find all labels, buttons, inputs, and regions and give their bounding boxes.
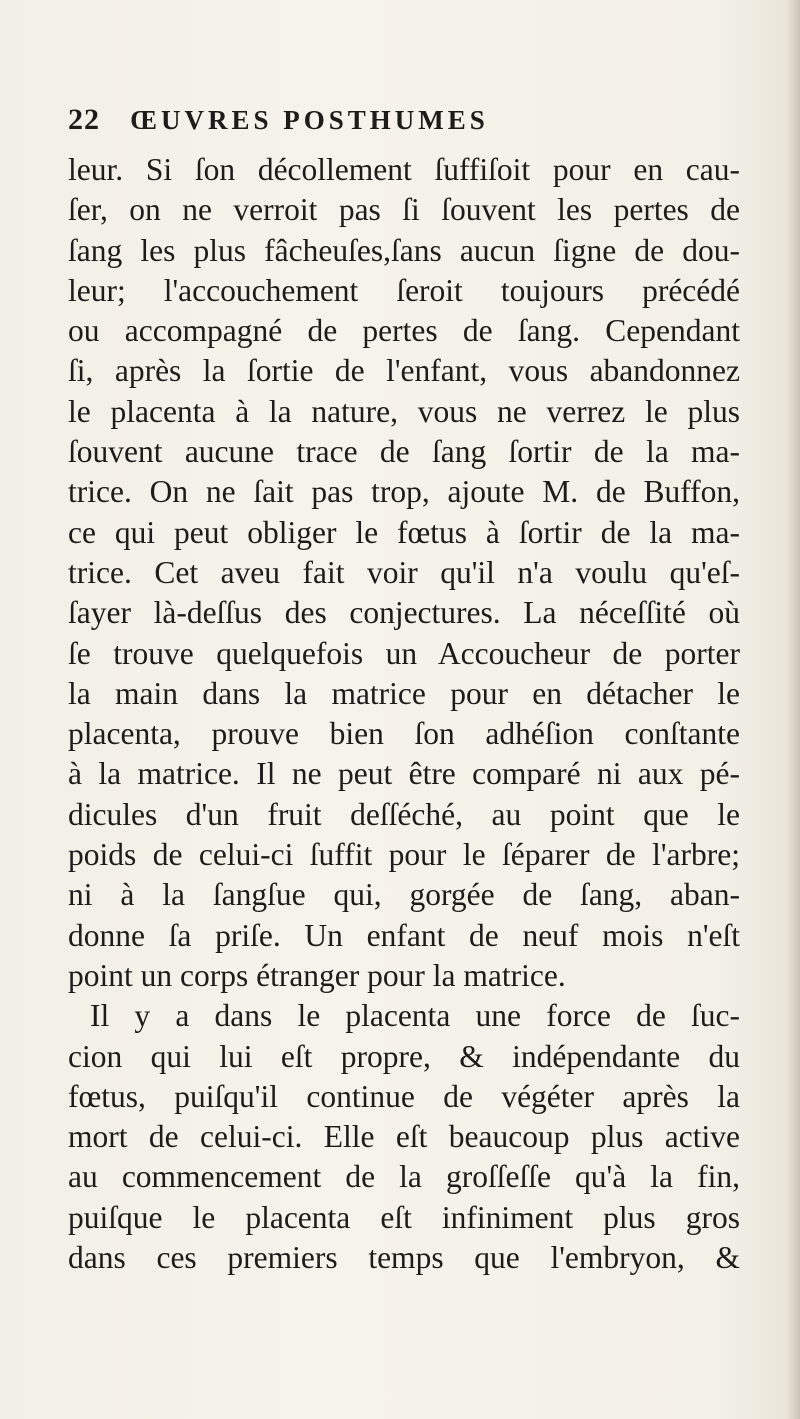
text-line: leur. Si ſon décollement ſuffiſoit pour en cau- bbox=[68, 152, 740, 187]
body-text bbox=[68, 150, 740, 1278]
page-number: 22 bbox=[68, 103, 100, 136]
text-line: ſouvent aucune trace de ſang ſortir de la ma- bbox=[68, 434, 740, 470]
text-line: ſer, on ne verroit pas ſi ſouvent les pertes de bbox=[68, 192, 740, 228]
text-line: la main dans la matrice pour en détacher le bbox=[68, 675, 740, 711]
text-line: à la matrice. Il ne peut être comparé ni aux pé- bbox=[68, 756, 740, 792]
text-line: mort de celui-ci. Elle eſt beaucoup plus active bbox=[68, 1119, 740, 1155]
text-line: ou accompagné de pertes de ſang. Cependant bbox=[68, 313, 740, 349]
text-line: ſe trouve quelquefois un Accoucheur de porter bbox=[68, 635, 740, 671]
paragraph-start-line: Il y a dans le placenta une force de ſuc- bbox=[90, 998, 740, 1034]
text-line: ſang les plus fâcheuſes,ſans aucun ſigne de dou- bbox=[68, 232, 740, 268]
text-line: leur; l'accouchement ſeroit toujours précédé bbox=[68, 272, 740, 308]
text-line: donne ſa priſe. Un enfant de neuf mois n'eſt bbox=[68, 917, 740, 953]
text-line: trice. On ne ſait pas trop, ajoute M. de Buffon, bbox=[68, 474, 740, 510]
text-line: placenta, prouve bien ſon adhéſion conſtante bbox=[68, 716, 740, 752]
text-line: au commencement de la groſſeſſe qu'à la fin, bbox=[68, 1159, 740, 1195]
text-line: le placenta à la nature, vous ne verrez le plus bbox=[68, 393, 740, 429]
text-line: poids de celui-ci ſuffit pour le ſéparer de l'arbre; bbox=[68, 837, 740, 873]
text-line: ni à la ſangſue qui, gorgée de ſang, aban- bbox=[68, 877, 740, 913]
text-line: puiſque le placenta eſt infiniment plus gros bbox=[68, 1199, 740, 1235]
text-line: ſi, après la ſortie de l'enfant, vous abandonnez bbox=[68, 353, 740, 389]
text-line: dicules d'un fruit deſſéché, au point que le bbox=[68, 796, 740, 832]
paragraph-end-line: point un corps étranger pour la matrice. bbox=[68, 957, 566, 993]
text-line: fœtus, puiſqu'il continue de végéter après la bbox=[68, 1078, 740, 1114]
text-line: trice. Cet aveu fait voir qu'il n'a voulu qu'eſ- bbox=[68, 554, 740, 590]
text-line: ſayer là-deſſus des conjectures. La néceſſité où bbox=[68, 595, 740, 631]
page-edge-shadow bbox=[786, 0, 800, 1419]
text-line: dans ces premiers temps que l'embryon, & bbox=[68, 1240, 740, 1276]
text-line: cion qui lui eſt propre, & indépendante du bbox=[68, 1038, 740, 1074]
running-head: ŒUVRES POSTHUMES bbox=[130, 105, 489, 135]
text-line: ce qui peut obliger le fœtus à ſortir de la ma- bbox=[68, 514, 740, 550]
page-header bbox=[68, 103, 748, 143]
